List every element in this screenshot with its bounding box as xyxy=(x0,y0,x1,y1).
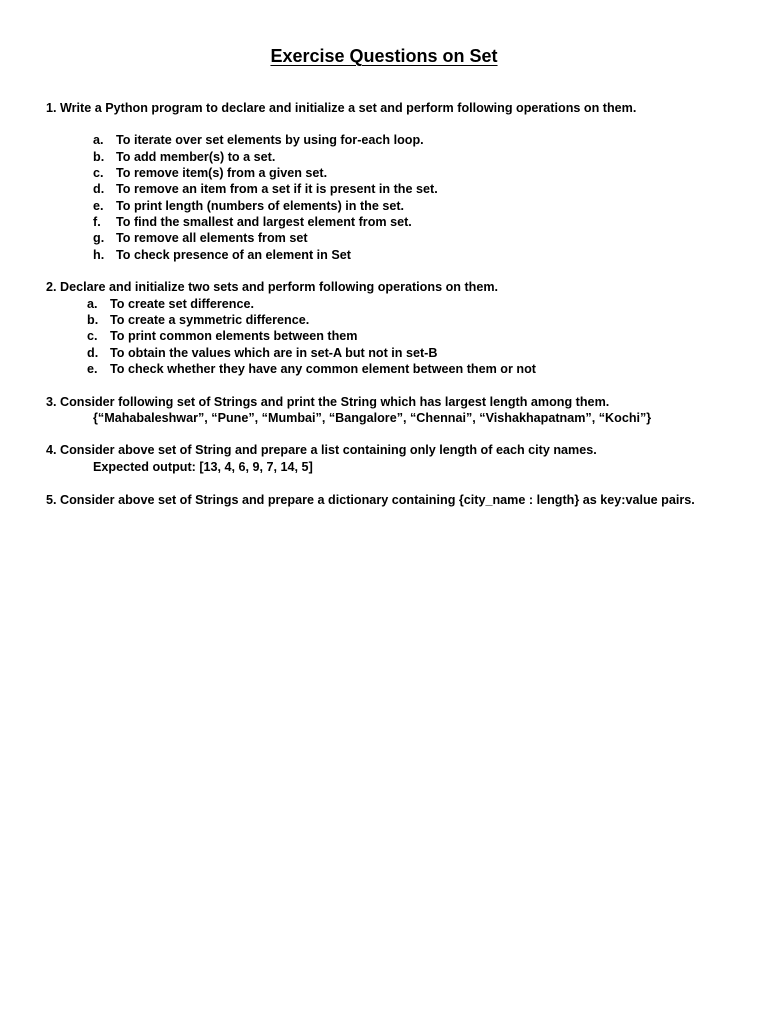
q2-item-text: To create a symmetric difference. xyxy=(110,313,310,327)
q1-item-text: To remove item(s) from a given set. xyxy=(116,166,328,180)
q1-item-letter: c. xyxy=(93,166,104,180)
q2-item-letter: e. xyxy=(87,362,98,376)
q4-expected-output: Expected output: [13, 4, 6, 9, 7, 14, 5] xyxy=(93,460,313,474)
q1-item-letter: e. xyxy=(93,199,104,213)
q1-item-text: To iterate over set elements by using for-each loop. xyxy=(116,133,424,147)
question-5: 5. Consider above set of Strings and prepare a dictionary containing {city_name : length} as key:value pairs. xyxy=(46,493,695,507)
q1-item-text: To remove all elements from set xyxy=(116,231,308,245)
q2-item-text: To create set difference. xyxy=(110,297,254,311)
q2-item-letter: d. xyxy=(87,346,99,360)
q2-item-text: To print common elements between them xyxy=(110,329,358,343)
q1-item-letter: b. xyxy=(93,150,105,164)
q1-item-letter: h. xyxy=(93,248,105,262)
q2-item-letter: c. xyxy=(87,329,98,343)
question-3: 3. Consider following set of Strings and print the String which has largest length among them. xyxy=(46,395,610,409)
question-4: 4. Consider above set of String and prepare a list containing only length of each city names. xyxy=(46,443,597,457)
q1-item-text: To check presence of an element in Set xyxy=(116,248,351,262)
page-title-text: Exercise Questions on Set xyxy=(270,46,498,66)
q1-item-letter: d. xyxy=(93,182,105,196)
q1-item-text: To remove an item from a set if it is present in the set. xyxy=(116,182,438,196)
q2-item-text: To check whether they have any common element between them or not xyxy=(110,362,536,376)
q1-item-text: To print length (numbers of elements) in the set. xyxy=(116,199,405,213)
q1-item-text: To add member(s) to a set. xyxy=(116,150,276,164)
q1-item-letter: f. xyxy=(93,215,101,229)
question-1: 1. Write a Python program to declare and initialize a set and perform following operations on them. xyxy=(46,101,637,115)
q1-item-text: To find the smallest and largest element from set. xyxy=(116,215,412,229)
q2-item-letter: a. xyxy=(87,297,98,311)
question-2: 2. Declare and initialize two sets and perform following operations on them. xyxy=(46,280,499,294)
page-title xyxy=(0,44,768,68)
q3-string-set: {“Mahabaleshwar”, “Pune”, “Mumbai”, “Bangalore”, “Chennai”, “Vishakhapatnam”, “Kochi”} xyxy=(93,411,652,425)
q1-item-letter: g. xyxy=(93,231,105,245)
q2-item-text: To obtain the values which are in set-A but not in set-B xyxy=(110,346,438,360)
q2-item-letter: b. xyxy=(87,313,99,327)
q1-item-letter: a. xyxy=(93,133,104,147)
